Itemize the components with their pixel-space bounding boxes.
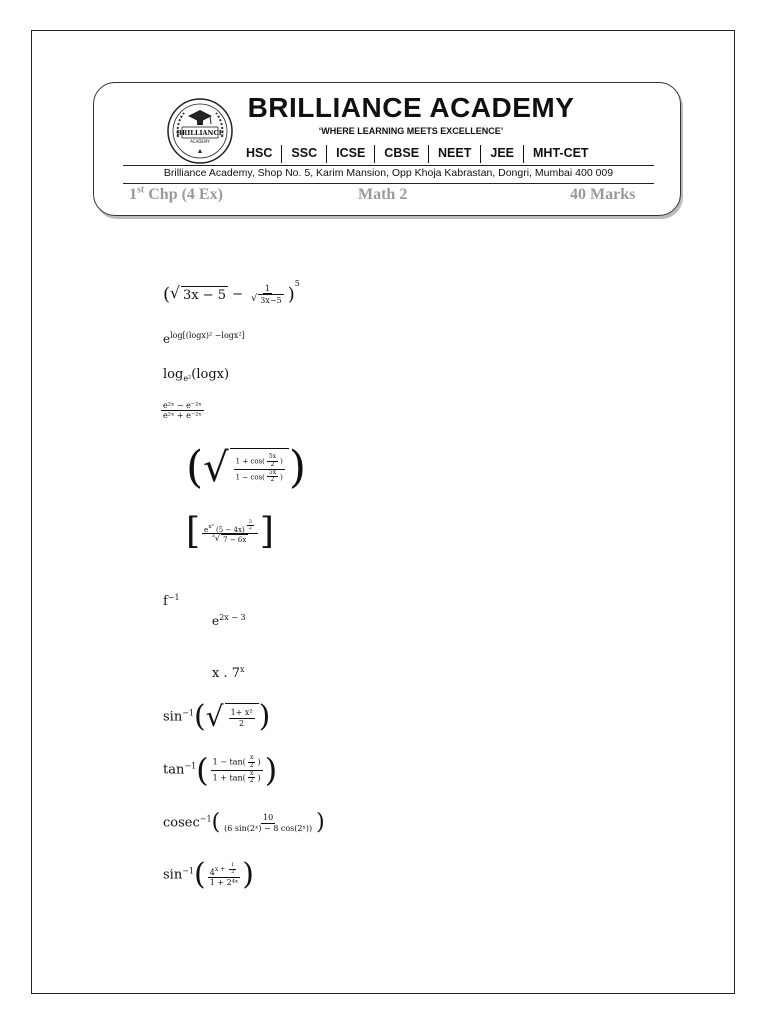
- marks-label: 40 Marks: [570, 186, 636, 203]
- academy-logo: [166, 97, 234, 165]
- board-cbse: CBSE: [374, 145, 428, 163]
- problem-8: $e^{2x - 3}$: [212, 613, 246, 628]
- svg-text:BRILLIANCE: BRILLIANCE: [176, 129, 224, 137]
- board-hsc: HSC: [246, 146, 273, 160]
- header-divider-bottom: [123, 183, 654, 184]
- problem-9: x . 7$^x$: [212, 665, 245, 681]
- address: Brilliance Academy, Shop No. 5, Karim Mansion, Opp Khoja Kabrastan, Dongri, Mumbai 400 009: [163, 167, 614, 179]
- problem-2: $e^{log[(logx)^2 -logx^2]}$: [163, 331, 245, 346]
- problem-3: $\log_{e^2}(\log x)$: [163, 367, 230, 383]
- problem-13: $\sin^{-1}$( $4^{x + \frac{1}{2}}$ 1 + 2⁴ˣ ): [163, 857, 255, 892]
- board-neet: NEET: [428, 145, 480, 163]
- problem-10: $\sin^{-1}$( √ $\frac{\text{1+ x²}}{2}$ ): [163, 699, 271, 734]
- problem-7: $f^{-1}$: [163, 593, 180, 609]
- board-jee: JEE: [480, 145, 523, 163]
- academy-name: BRILLIANCE ACADEMY: [247, 92, 575, 123]
- problem-1: ( √ 3x − 5 − 1 √ 3x−5 )$^5$: [163, 279, 300, 306]
- board-mht-cet: MHT-CET: [523, 145, 598, 163]
- board-ssc: SSC: [281, 145, 326, 163]
- problem-6: [ $e^{x^2}$ (5 − 4x) $^{\frac{3}{2}}$ $^3$ √ 7 − 6x ]: [186, 511, 274, 552]
- problem-5: ( √ 1 + cos( $\frac{5x}{2}$ ) 1 − cos( $\frac{5x}{2}$ ) ): [186, 442, 307, 493]
- header-divider-top: [123, 165, 654, 166]
- board-list: [240, 143, 598, 163]
- chapter-label: 1st Chp (4 Ex): [129, 184, 223, 203]
- subject-label: Math 2: [358, 186, 408, 203]
- tagline: ‘WHERE LEARNING MEETS EXCELLENCE’: [318, 126, 504, 136]
- svg-text:ACADEMY: ACADEMY: [190, 139, 210, 144]
- problem-12: cosec$^{-1}$( $\frac{10}{\text{(6 sin(2ˣ) − 8 cos(2ˣ))}}$ ): [163, 810, 325, 835]
- board-icse: ICSE: [326, 145, 374, 163]
- problem-11: $\tan^{-1}$( 1 − tan( $\frac{x}{2}$ ) 1 + tan( $\frac{x}{2}$ ) ): [163, 751, 278, 789]
- problem-4: $\frac{\text{e²ˣ − e⁻²ˣ}}{\text{e²ˣ + e⁻²ˣ}}$: [163, 401, 202, 421]
